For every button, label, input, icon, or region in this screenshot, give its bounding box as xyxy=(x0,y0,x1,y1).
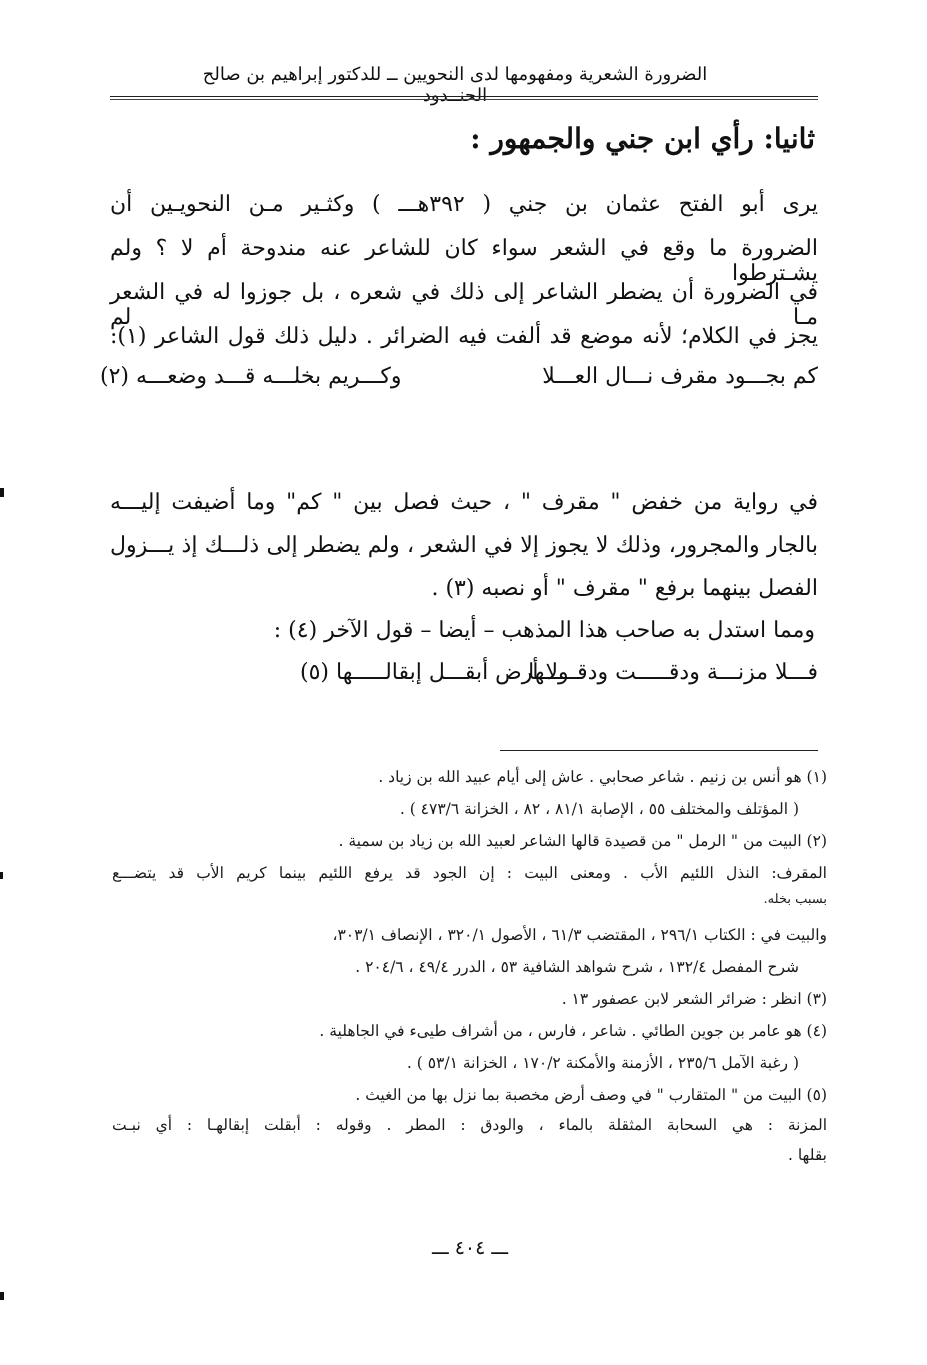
footnote-1: (١) هو أنس بن زنيم . شاعر صحابي . عاش إلى أيام عبيد الله بن زياد . xyxy=(378,768,827,786)
header-rule-thin xyxy=(110,99,818,100)
paragraph2-line-2: بالجار والمجرور، وذلك لا يجوز إلا في الشعر ، ولم يضطر إلى ذلـــك إذ يـــزول xyxy=(110,533,819,558)
footnote-2-gloss-cont: بسبب بخله. xyxy=(763,892,827,907)
footnote-2: (٢) البيت من " الرمل " من قصيدة قالها الشاعر لعبيد الله بن زياد بن سمية . xyxy=(338,832,827,850)
footnote-3: (٣) انظر : ضرائر الشعر لابن عصفور ١٣ . xyxy=(561,990,827,1008)
footnote-5-gloss-cont: بقلها . xyxy=(787,1146,827,1164)
verse-1-first-hemistich: كم بجـــود مقرف نـــال العـــلا xyxy=(542,364,818,389)
paragraph2-line-3: الفصل بينهما برفع " مقرف " أو نصبه (٣) . xyxy=(431,576,818,601)
scan-mark xyxy=(0,872,3,879)
footnote-4: (٤) هو عامر بن جوين الطائي . شاعر ، فارس ، من أشراف طيىء في الجاهلية . xyxy=(319,1022,827,1040)
footnote-5-gloss: المزنة : هي السحابة المثقلة بالماء ، والودق : المطر . وقوله : أبقلت إبقالهـا : أي نبـت xyxy=(112,1116,827,1134)
footnote-5: (٥) البيت من " المتقارب " في وصف أرض مخصبة بما نزل بها من الغيث . xyxy=(355,1086,827,1104)
page-number: ـــ ٤٠٤ ـــ xyxy=(431,1237,509,1259)
header-rule xyxy=(110,96,818,97)
verse-1 xyxy=(100,364,818,400)
section-heading: ثانيا: رأي ابن جني والجمهور : xyxy=(470,122,815,155)
footnote-2-gloss: المقرف: النذل اللئيم الأب . ومعنى البيت : إن الجود قد يرفع اللئيم بينما كريم الأب قد يتضـــع xyxy=(112,864,827,882)
paragraph1-line-2: الضرورة ما وقع في الشعر سواء كان للشاعر عنه مندوحة أم لا ؟ ولم يشـترطوا xyxy=(110,236,818,286)
running-header: الضرورة الشعرية ومفهومها لدى النحويين ــ للدكتور إبراهيم بن صالح الحنــدود xyxy=(202,64,708,106)
paragraph1-line-1: يرى أبو الفتح عثمان بن جني ( ٣٩٢هـــ ) وكثـير مـن النحويـين أن xyxy=(110,192,818,217)
scan-mark xyxy=(0,1292,4,1300)
footnote-separator xyxy=(500,750,818,751)
verse-1-second-hemistich: وكـــريم بخلـــه قـــد وضعـــه (٢) xyxy=(100,364,402,389)
paragraph2-line-1: في رواية من خفض " مقرف " ، حيث فصل بين " كم" وما أضيفت إليـــه xyxy=(110,490,818,515)
footnote-4-sources: ( رغبة الآمل ٢٣٥/٦ ، الأزمنة والأمكنة ١٧٠/٢ ، الخزانة ٥٣/١ ) . xyxy=(406,1054,799,1072)
footnote-2-sources-cont: شرح المفصل ١٣٢/٤ ، شرح شواهد الشافية ٥٣ ، الدرر ٤٩/٤ ، ٢٠٤/٦ . xyxy=(355,958,799,976)
paragraph1-line-3: في الضرورة أن يضطر الشاعر إلى ذلك في شعره ، بل جوزوا له في الشعر مـا لم xyxy=(110,280,818,330)
footnote-2-sources: والبيت في : الكتاب ٢٩٦/١ ، المقتضب ٦١/٣ ، الأصول ٣٢٠/١ ، الإنصاف ٣٠٣/١، xyxy=(332,926,827,944)
verse-2-first-hemistich: فـــلا مزنـــة ودقـــــت ودقـــــها xyxy=(528,660,818,685)
verse-2-second-hemistich: ولا أرض أبقـــل إبقالـــــها (٥) xyxy=(300,660,569,685)
paragraph3: ومما استدل به صاحب هذا المذهب – أيضا – قول الآخر (٤) : xyxy=(273,618,815,643)
paragraph1-line-4: يجز في الكلام؛ لأنه موضع قد ألفت فيه الضرائر . دليل ذلك قول الشاعر (١): xyxy=(110,324,818,349)
footnote-1-sources: ( المؤتلف والمختلف ٥٥ ، الإصابة ٨١/١ ، ٨٢ ، الخزانة ٤٧٣/٦ ) . xyxy=(399,800,799,818)
scan-mark xyxy=(0,488,4,497)
verse-2 xyxy=(100,660,818,696)
